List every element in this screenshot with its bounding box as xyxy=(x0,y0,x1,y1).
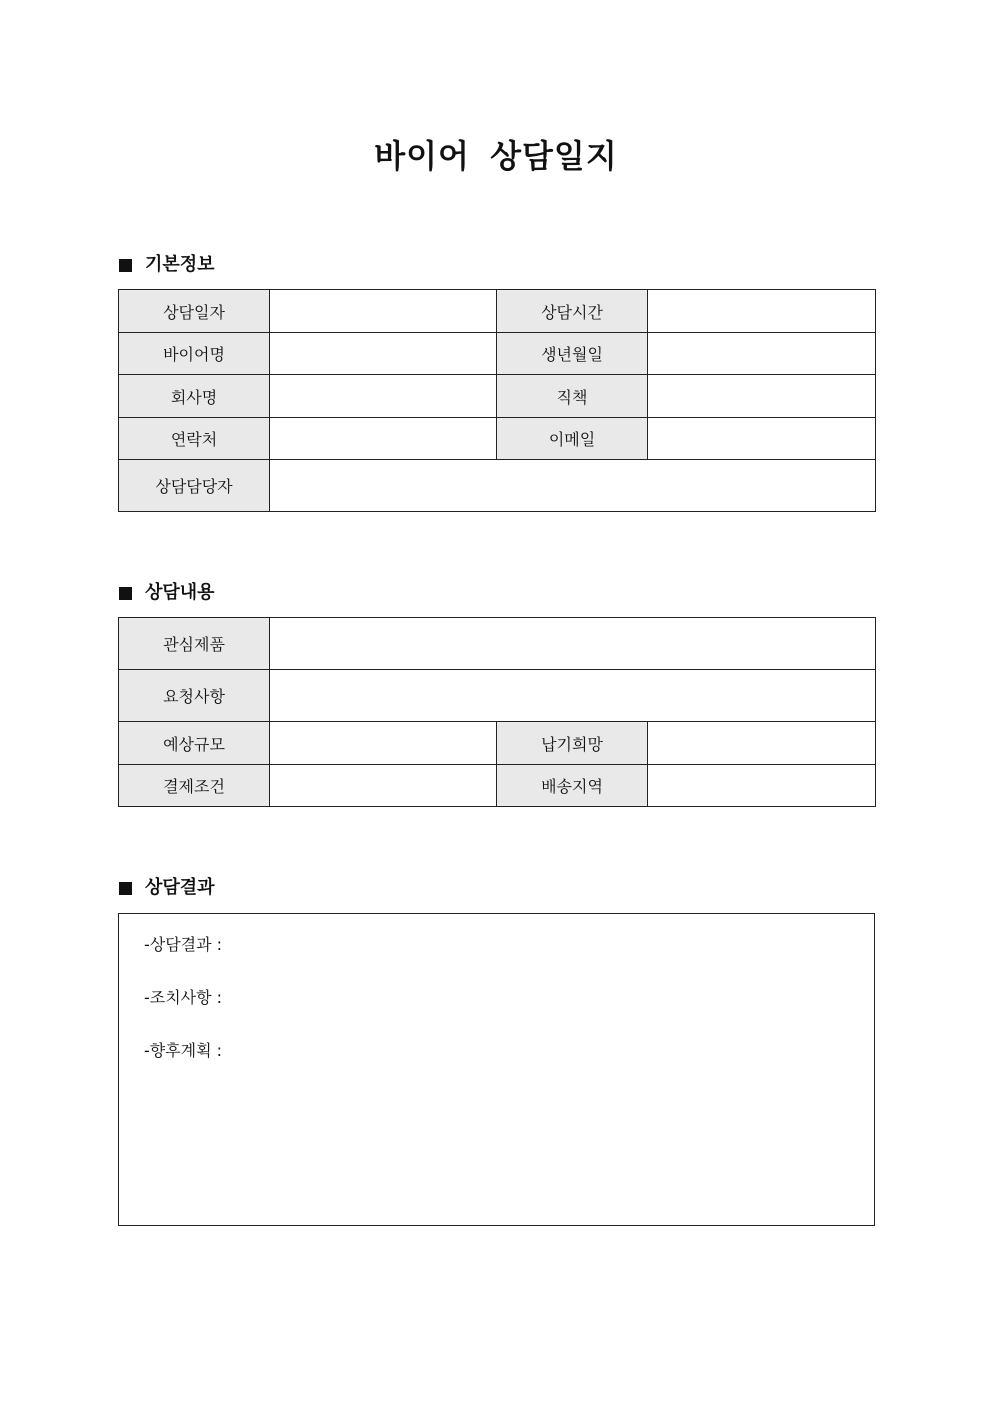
label-interest-product: 관심제품 xyxy=(119,618,270,670)
black-square-icon xyxy=(119,259,132,272)
label-payment-terms: 결제조건 xyxy=(119,765,270,807)
expected-scale-field[interactable] xyxy=(270,722,497,765)
black-square-icon xyxy=(119,587,132,600)
label-consult-date: 상담일자 xyxy=(119,290,270,333)
label-contact: 연락처 xyxy=(119,418,270,460)
label-email: 이메일 xyxy=(497,418,648,460)
consult-manager-field[interactable] xyxy=(270,460,876,512)
section-title: 상담내용 xyxy=(145,582,215,603)
section-heading-consult-content xyxy=(119,580,215,606)
table-row xyxy=(119,333,876,375)
table-row xyxy=(119,460,876,512)
consult-result-box[interactable] xyxy=(118,913,875,1226)
consult-time-field[interactable] xyxy=(648,290,876,333)
label-position: 직책 xyxy=(497,375,648,418)
section-title: 기본정보 xyxy=(145,254,215,275)
basic-info-table xyxy=(118,289,876,512)
interest-product-field[interactable] xyxy=(270,618,876,670)
page-title: 바이어 상담일지 xyxy=(374,137,618,175)
table-row xyxy=(119,290,876,333)
table-row xyxy=(119,765,876,807)
payment-terms-field[interactable] xyxy=(270,765,497,807)
label-birth-date: 생년월일 xyxy=(497,333,648,375)
label-buyer-name: 바이어명 xyxy=(119,333,270,375)
table-row xyxy=(119,670,876,722)
shipping-region-field[interactable] xyxy=(648,765,876,807)
email-field[interactable] xyxy=(648,418,876,460)
label-requests: 요청사항 xyxy=(119,670,270,722)
section-heading-basic-info xyxy=(119,252,215,278)
result-label: -향후계획 : xyxy=(144,1041,223,1060)
desired-delivery-field[interactable] xyxy=(648,722,876,765)
label-shipping-region: 배송지역 xyxy=(497,765,648,807)
black-square-icon xyxy=(119,882,132,895)
result-label: -조치사항 : xyxy=(144,988,223,1007)
birth-date-field[interactable] xyxy=(648,333,876,375)
contact-field[interactable] xyxy=(270,418,497,460)
consult-content-table xyxy=(118,617,876,807)
result-label: -상담결과 : xyxy=(144,935,223,954)
label-desired-delivery: 납기희망 xyxy=(497,722,648,765)
result-line-consult-result xyxy=(144,934,222,956)
requests-field[interactable] xyxy=(270,670,876,722)
table-row xyxy=(119,418,876,460)
consult-date-field[interactable] xyxy=(270,290,497,333)
label-consult-time: 상담시간 xyxy=(497,290,648,333)
label-company-name: 회사명 xyxy=(119,375,270,418)
table-row xyxy=(119,375,876,418)
buyer-name-field[interactable] xyxy=(270,333,497,375)
section-title: 상담결과 xyxy=(145,877,215,898)
label-expected-scale: 예상규모 xyxy=(119,722,270,765)
company-name-field[interactable] xyxy=(270,375,497,418)
table-row xyxy=(119,722,876,765)
position-field[interactable] xyxy=(648,375,876,418)
result-line-action-items xyxy=(144,987,222,1009)
result-line-future-plan xyxy=(144,1040,222,1062)
section-heading-consult-result xyxy=(119,875,215,901)
label-consult-manager: 상담담당자 xyxy=(119,460,270,512)
table-row xyxy=(119,618,876,670)
